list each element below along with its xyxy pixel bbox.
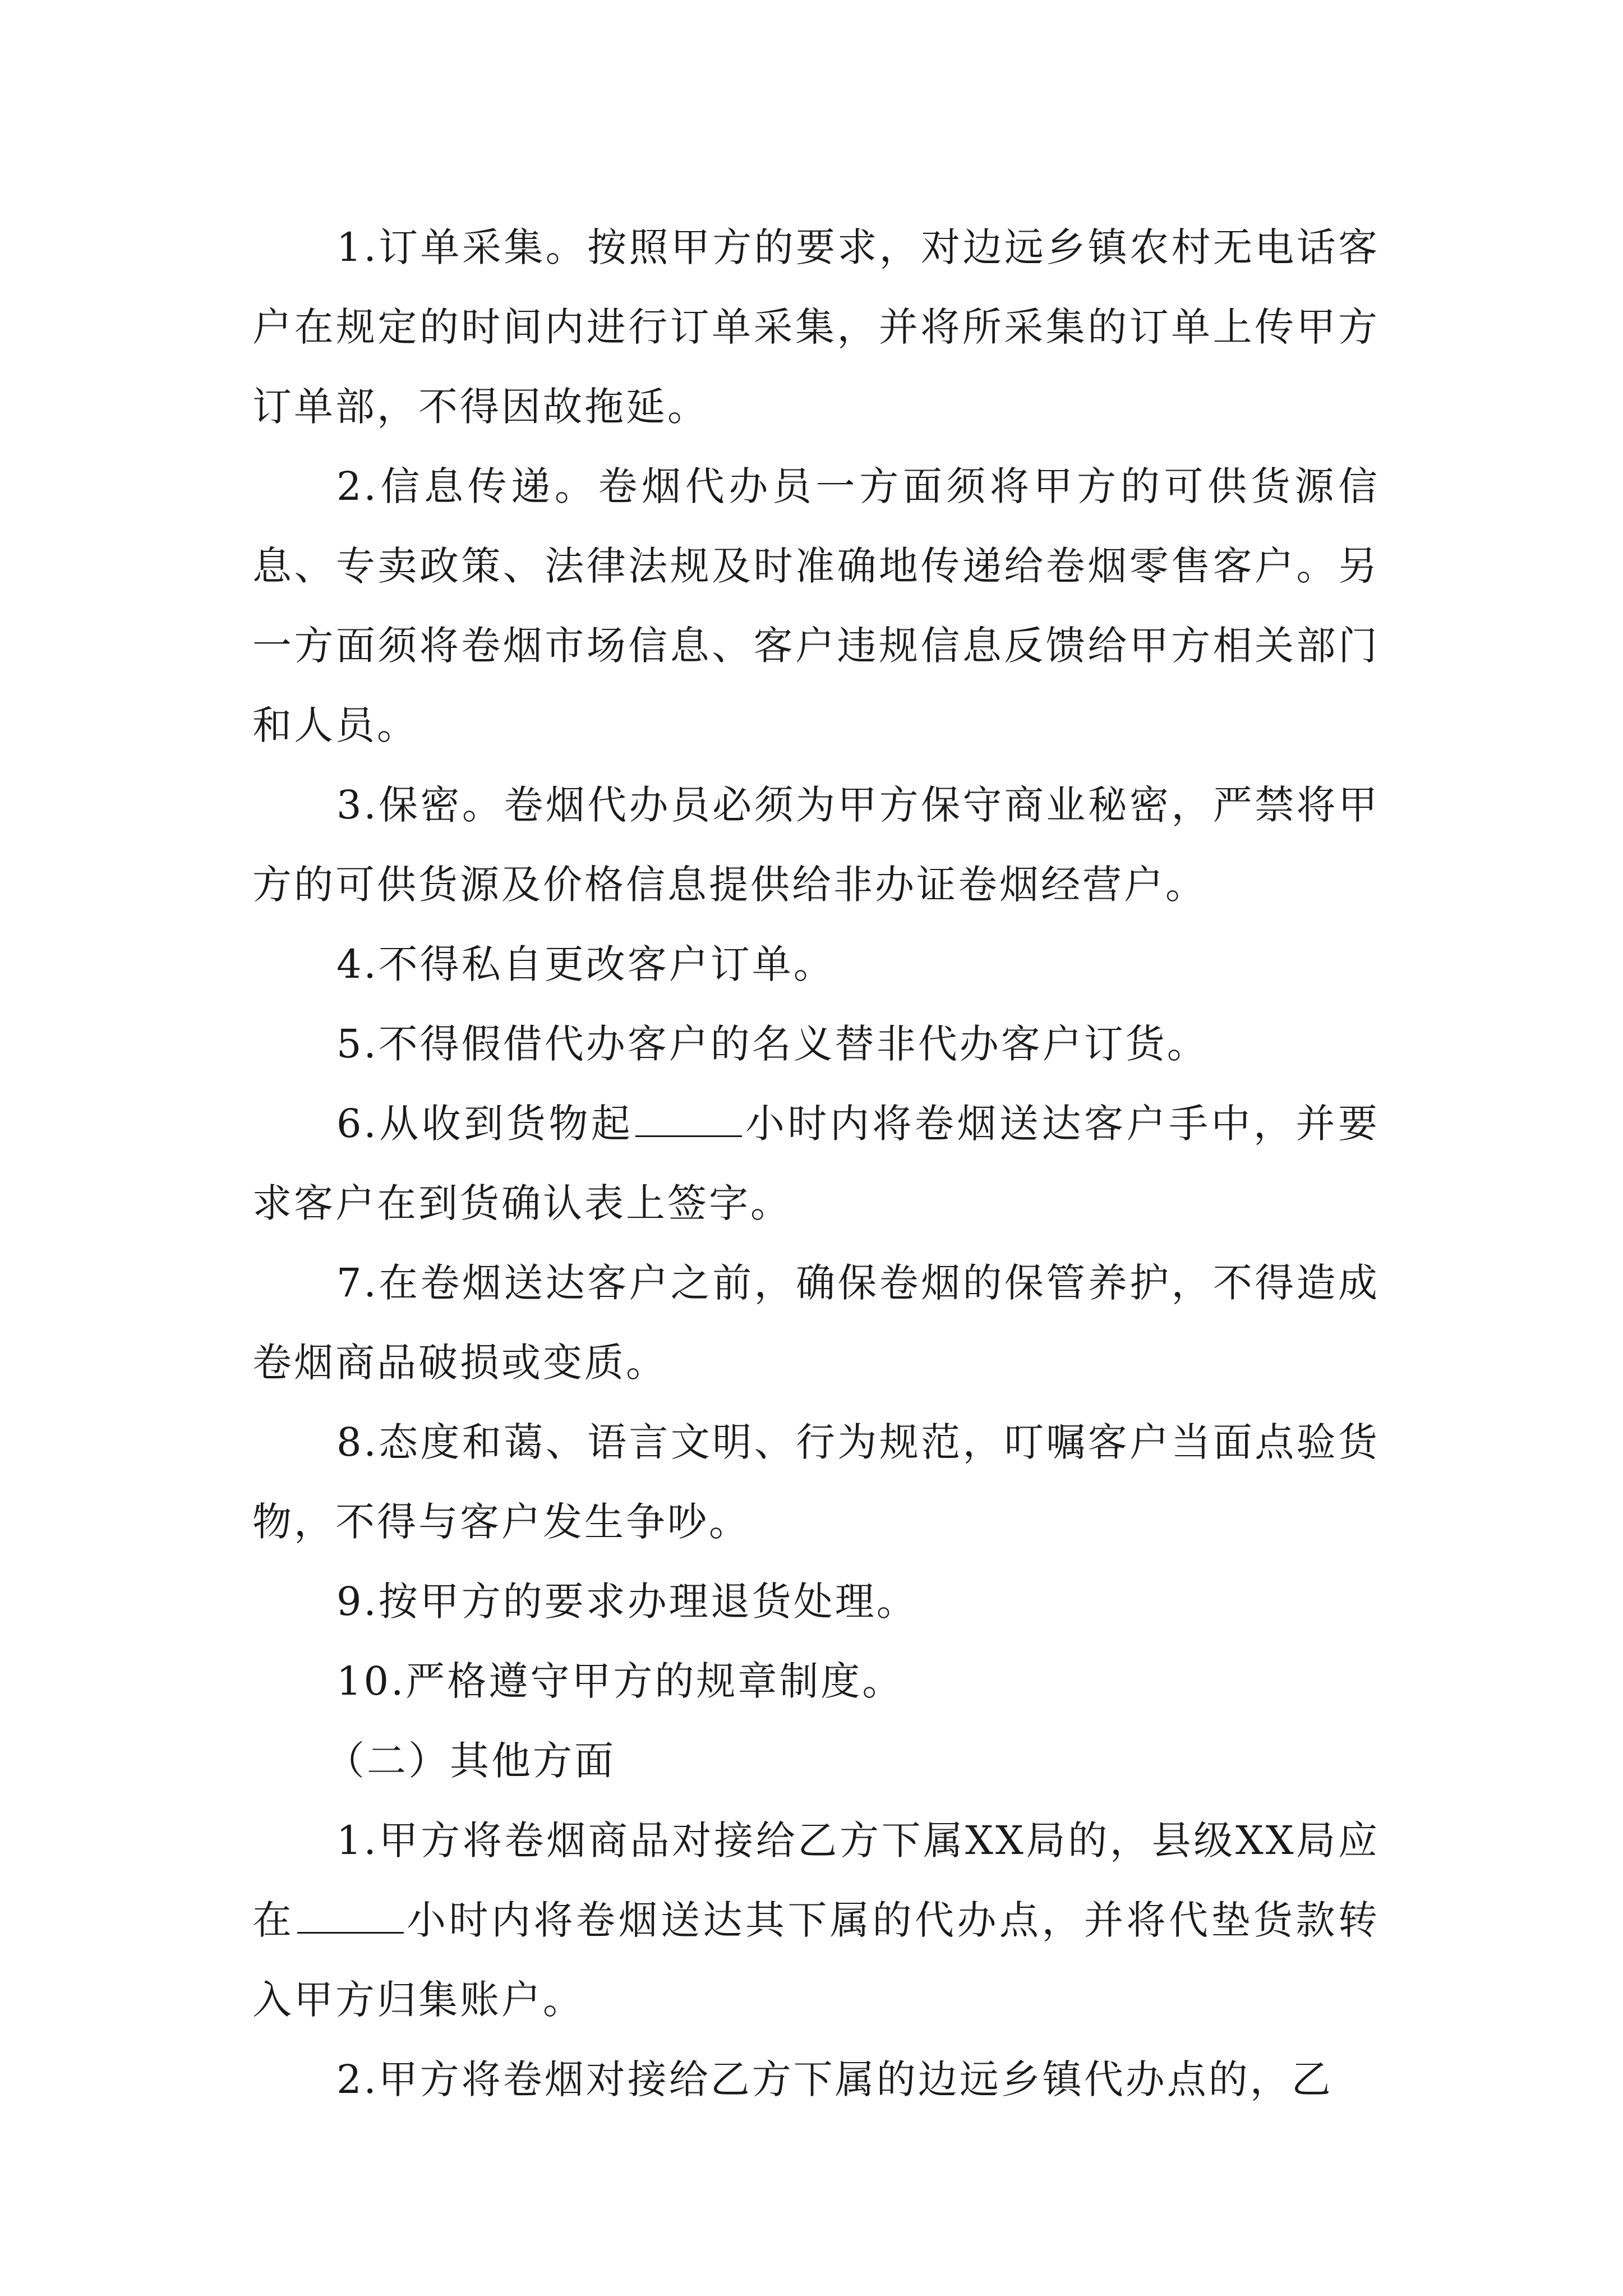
paragraph-county-bureau: [252, 1801, 1380, 2040]
paragraph-delivery-time: [252, 1084, 1380, 1243]
fill-in-blank-hours[interactable]: [635, 1102, 742, 1137]
section-heading-other: （二）其他方面: [325, 1738, 616, 1784]
paragraph-no-order-change: 4.不得私自更改客户订单。: [336, 941, 835, 987]
paragraph-order-collection: 1.订单采集。按照甲方的要求，对边远乡镇农村无电话客户在规定的时间内进行订单采集，并将所采集的订单上传甲方订单部，不得因故拖延。: [252, 224, 1380, 430]
paragraph-delivery-time-before: 6.从收到货物起: [336, 1101, 634, 1147]
paragraph-county-bureau-before: 1.甲方将卷烟商品对接给乙方下属XX局的，县级XX局应在: [252, 1818, 1380, 1943]
fill-in-blank-hours-county[interactable]: [297, 1898, 404, 1934]
paragraph-info-transfer: 2.信息传递。卷烟代办员一方面须将甲方的可供货源信息、专卖政策、法律法规及时准确地传递给卷烟零售客户。另一方面须将卷烟市场信息、客户违规信息反馈给甲方相关部门和人员。: [252, 463, 1380, 748]
paragraph-remote-agent: 2.甲方将卷烟对接给乙方下属的边远乡镇代办点的，乙: [336, 2056, 1333, 2102]
paragraph-delivery-time-after: 小时内将卷烟送达客户手中，并要求客户在到货确认表上签字。: [252, 1101, 1380, 1226]
paragraph-storage-care: 7.在卷烟送达客户之前，确保卷烟的保管养护，不得造成卷烟商品破损或变质。: [252, 1260, 1380, 1386]
paragraph-no-proxy-order: 5.不得假借代办客户的名义替非代办客户订货。: [336, 1021, 1209, 1067]
paragraph-confidentiality: 3.保密。卷烟代办员必须为甲方保守商业秘密，严禁将甲方的可供货源及价格信息提供给非办证卷烟经营户。: [252, 782, 1380, 908]
paragraph-returns: 9.按甲方的要求办理退货处理。: [336, 1579, 918, 1625]
paragraph-county-bureau-after: 小时内将卷烟送达其下属的代办点，并将代垫货款转入甲方归集账户。: [252, 1897, 1380, 2023]
paragraph-attitude: 8.态度和蔼、语言文明、行为规范，叮嘱客户当面点验货物，不得与客户发生争吵。: [252, 1419, 1380, 1545]
document-body: [252, 208, 1380, 2119]
paragraph-rules: 10.严格遵守甲方的规章制度。: [336, 1658, 904, 1704]
